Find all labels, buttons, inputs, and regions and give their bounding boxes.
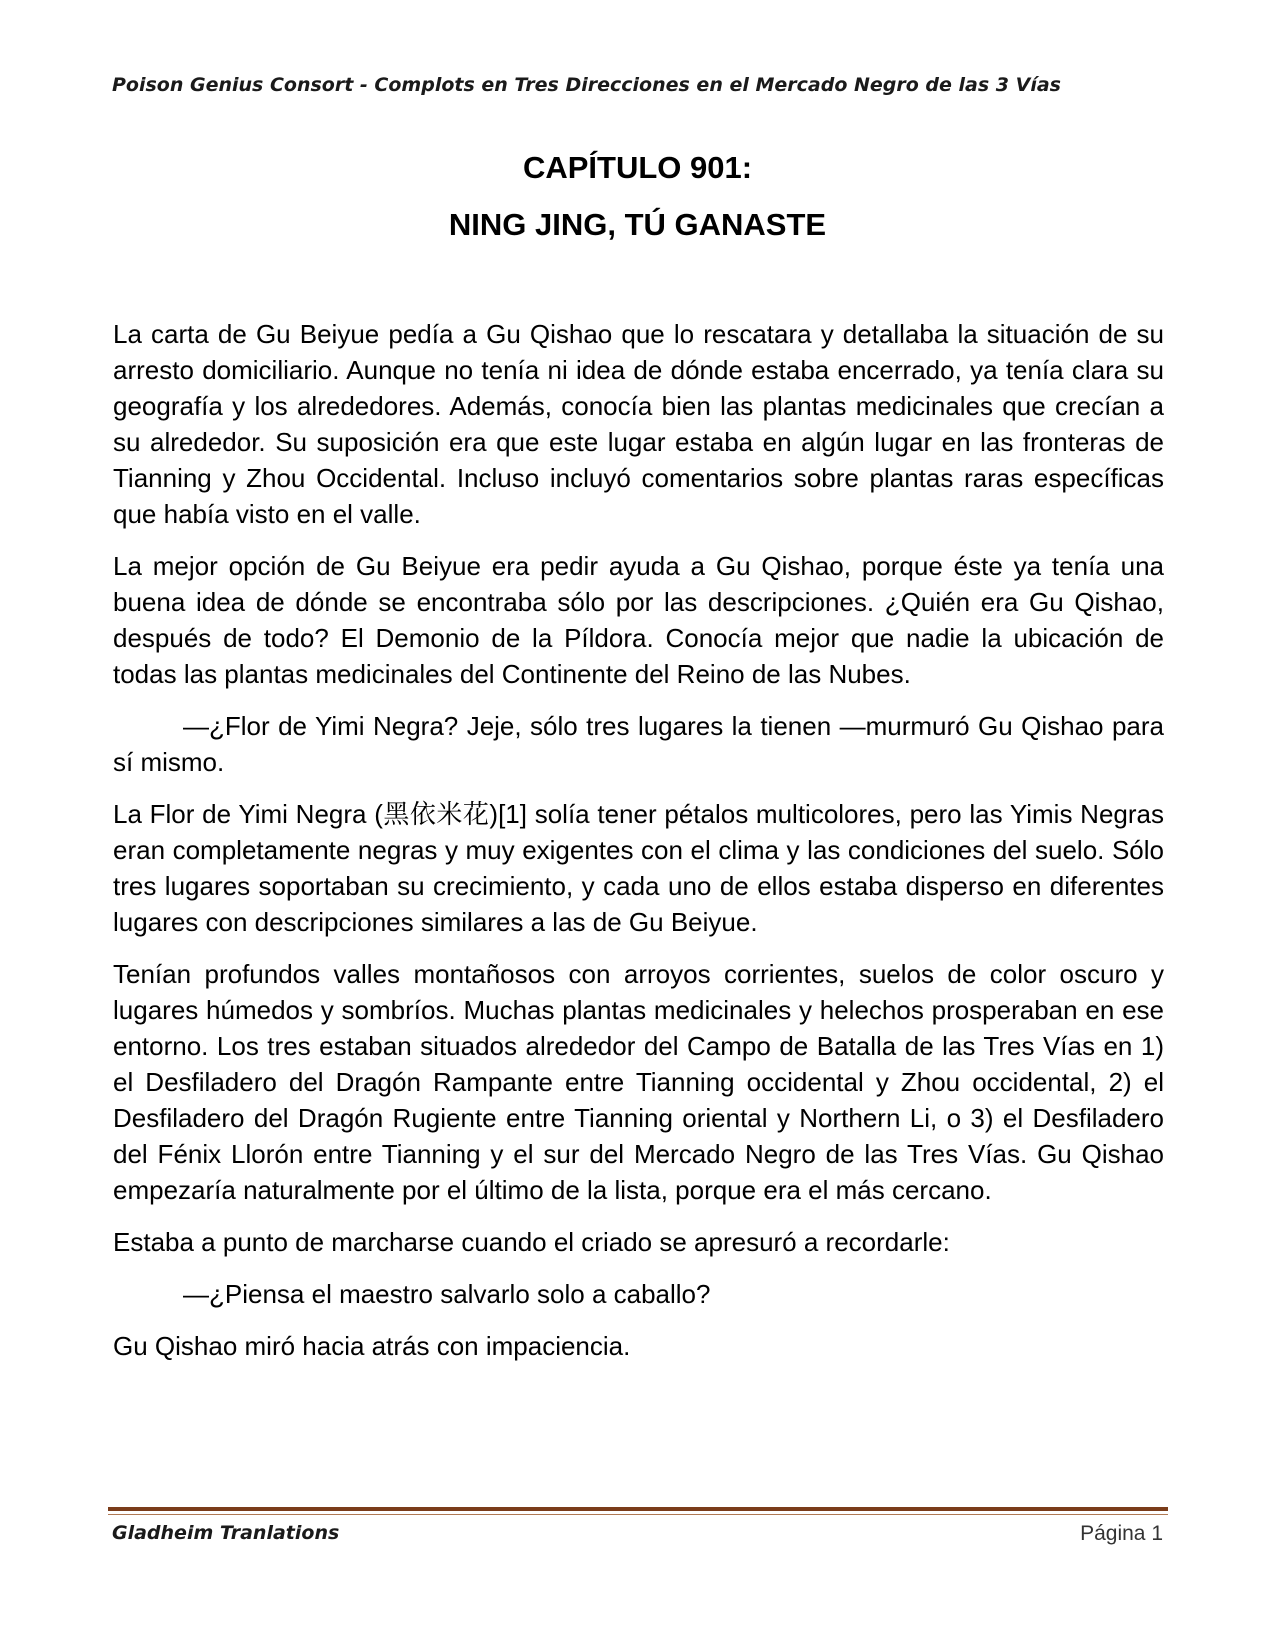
- paragraph: Tenían profundos valles montañosos con arroyos corrientes, suelos de color oscuro y lugares húmedos y sombríos. Muchas plantas medicinales y helechos prosperaban en ese entorno. Los tres estaban situados alrededor del Campo de Batalla de las Tres Vías en 1) el Desfiladero del Dragón Rampante entre Tianning occidental y Zhou occidental, 2) el Desfiladero del Dragón Rugiente entre Tianning oriental y Northern Li, o 3) el Desfiladero del Fénix Llorón entre Tianning y el sur del Mercado Negro de las Tres Vías. Gu Qishao empezaría naturalmente por el último de la lista, porque era el más cercano.: [113, 959, 1164, 1205]
- chapter-title: NING JING, TÚ GANASTE: [448, 207, 827, 242]
- chapter-body: [113, 316, 1164, 1380]
- paragraph: La carta de Gu Beiyue pedía a Gu Qishao que lo rescatara y detallaba la situación de su arresto domiciliario. Aunque no tenía ni idea de dónde estaba encerrado, ya tenía clara su geografía y los alrededores. Además, conocía bien las plantas medicinales que crecían a su alrededor. Su suposición era que este lugar estaba en algún lugar en las fronteras de Tianning y Zhou Occidental. Incluso incluyó comentarios sobre plantas raras específicas que había visto en el valle.: [113, 319, 1164, 529]
- paragraph: La Flor de Yimi Negra (黑依米花)[1] solía tener pétalos multicolores, pero las Yimis Negras eran completamente negras y muy exigentes con el clima y las condiciones del suelo. Sólo tres lugares soportaban su crecimiento, y cada uno de ellos estaba disperso en diferentes lugares con descripciones similares a las de Gu Beiyue.: [113, 799, 1164, 937]
- chapter-number: CAPÍTULO 901:: [522, 150, 753, 185]
- paragraph: Gu Qishao miró hacia atrás con impaciencia.: [113, 1331, 631, 1361]
- page-number: Página 1: [1080, 1522, 1163, 1545]
- running-header: Poison Genius Consort - Complots en Tres Direcciones en el Mercado Negro de las 3 Vías: [112, 74, 1061, 96]
- paragraph: Estaba a punto de marcharse cuando el criado se apresuró a recordarle:: [113, 1227, 950, 1257]
- footer-divider: [108, 1507, 1168, 1511]
- paragraph: La mejor opción de Gu Beiyue era pedir ayuda a Gu Qishao, porque éste ya tenía una buena idea de dónde se encontraba sólo por las descripciones. ¿Quién era Gu Qishao, después de todo? El Demonio de la Píldora. Conocía mejor que nadie la ubicación de todas las plantas medicinales del Continente del Reino de las Nubes.: [113, 551, 1164, 689]
- dialogue-paragraph: —¿Piensa el maestro salvarlo solo a caballo?: [183, 1279, 711, 1309]
- dialogue-paragraph: —¿Flor de Yimi Negra? Jeje, sólo tres lugares la tienen —murmuró Gu Qishao para sí mismo.: [113, 711, 1164, 777]
- footer-publisher: Gladheim Tranlations: [112, 1522, 340, 1544]
